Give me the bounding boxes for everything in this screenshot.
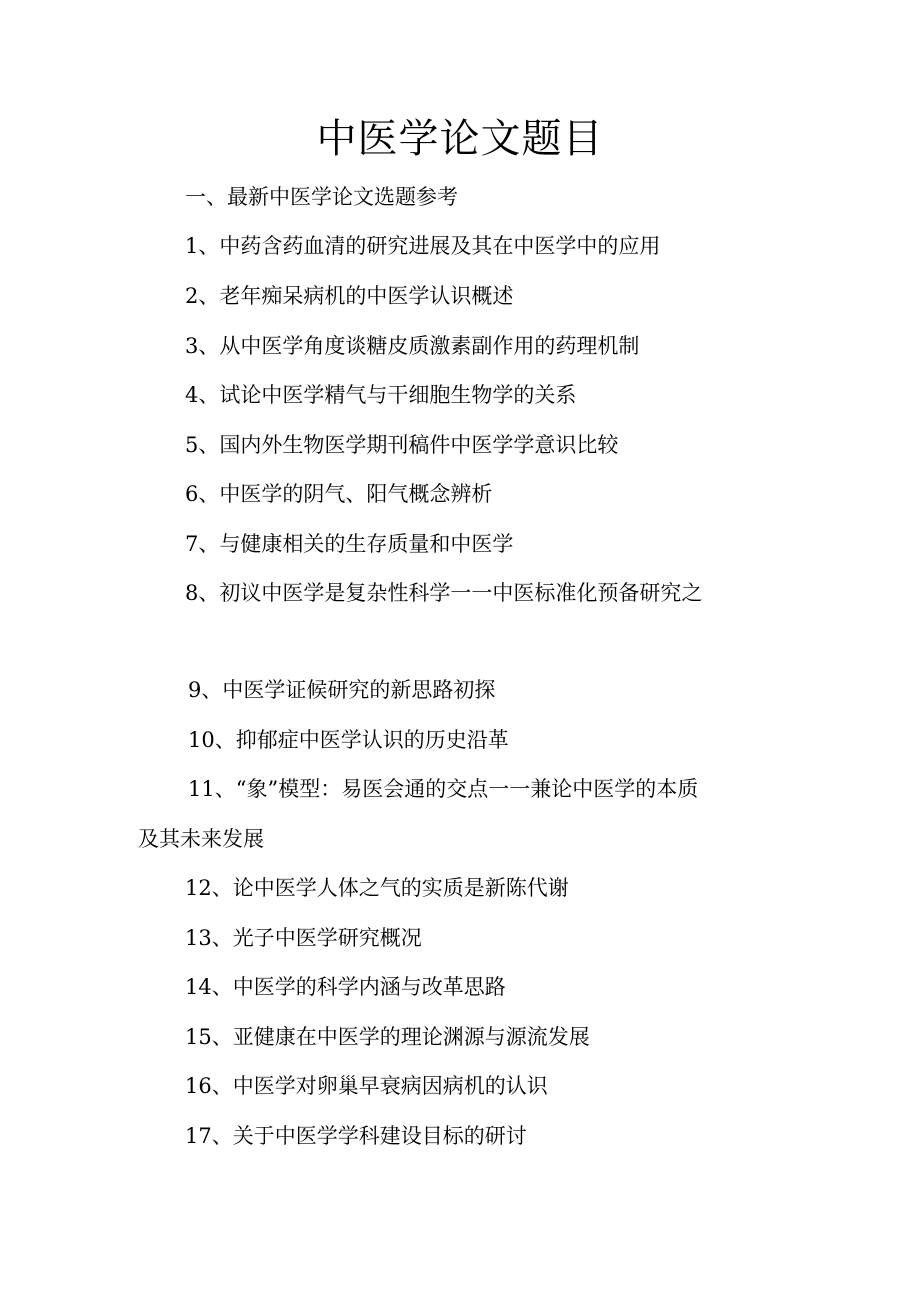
document-title: 中医学论文题目 [316, 116, 604, 162]
list-item: 2、老年痴呆病机的中医学认识概述 [185, 284, 514, 308]
list-item: 14、中医学的科学内涵与改革思路 [185, 975, 506, 999]
list-item: 3、从中医学角度谈糖皮质激素副作用的药理机制 [185, 334, 640, 358]
list-item: 7、与健康相关的生存质量和中医学 [185, 532, 514, 556]
list-item: 9、中医学证候研究的新思路初探 [188, 678, 496, 702]
list-item: 13、光子中医学研究概况 [185, 926, 422, 950]
list-item: 1、中药含药血清的研究进展及其在中医学中的应用 [185, 234, 661, 258]
list-item: 17、关于中医学学科建设目标的研讨 [185, 1124, 527, 1148]
list-item: 12、论中医学人体之气的实质是新陈代谢 [185, 876, 569, 900]
list-item: 6、中医学的阴气、阳气概念辨析 [185, 482, 493, 506]
list-item: 10、抑郁症中医学认识的历史沿革 [188, 728, 509, 752]
list-item: 11、“象”模型：易医会通的交点一一兼论中医学的本质 [188, 777, 699, 801]
list-item: 4、试论中医学精气与干细胞生物学的关系 [185, 383, 577, 407]
list-item: 15、亚健康在中医学的理论渊源与源流发展 [185, 1025, 590, 1049]
list-item-continuation: 及其未来发展 [138, 827, 264, 851]
section-heading: 一、最新中医学论文选题参考 [185, 185, 458, 209]
list-item: 16、中医学对卵巢早衰病因病机的认识 [185, 1074, 548, 1098]
list-item: 5、国内外生物医学期刊稿件中医学学意识比较 [185, 433, 619, 457]
list-item: 8、初议中医学是复杂性科学一一中医标准化预备研究之 [185, 581, 703, 605]
